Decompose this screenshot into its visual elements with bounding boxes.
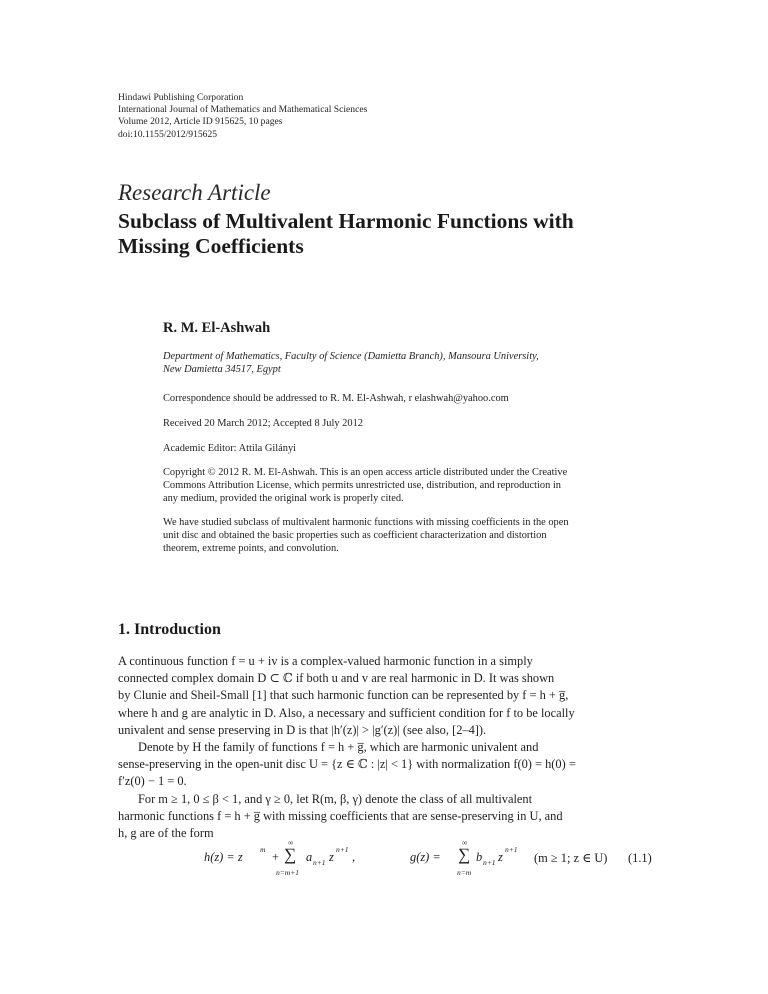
paragraph-2-line-2: sense-preserving in the open-unit disc U = {z ∈ ℂ : |z| < 1} with normalization f(0) = h(0) = xyxy=(118,757,576,772)
author: R. M. El-Ashwah xyxy=(163,320,271,336)
copyright xyxy=(163,466,673,505)
paragraph-2-line-1: Denote by H the family of functions f = h + g̅, which are harmonic univalent and xyxy=(138,740,539,755)
paragraph-1-line-2: connected complex domain D ⊂ ℂ if both u and v are real harmonic in D. It was shown xyxy=(118,671,555,686)
abstract-line-3: theorem, extreme points, and convolution. xyxy=(163,543,339,554)
paragraph-2-line-3: f′z(0) − 1 = 0. xyxy=(118,774,187,789)
h-z-exponent: n+1 xyxy=(336,845,349,854)
academic-editor-text: Academic Editor: Attila Gilányi xyxy=(163,443,297,454)
correspondence xyxy=(163,392,663,405)
title-line-1: Subclass of Multivalent Harmonic Functions with xyxy=(118,209,574,233)
h-exponent: m xyxy=(260,845,266,854)
h-sum-lower: n=m+1 xyxy=(276,868,300,877)
abstract xyxy=(163,516,673,555)
abstract-line-1: We have studied subclass of multivalent harmonic functions with missing coefficients in the open xyxy=(163,517,569,528)
h-sum-upper: ∞ xyxy=(288,838,294,847)
copyright-line-3: any medium, provided the original work is properly cited. xyxy=(163,493,404,504)
g-coefficient: b xyxy=(476,850,483,864)
paragraph-3-line-3: h, g are of the form xyxy=(118,826,214,841)
publisher: Hindawi Publishing Corporation xyxy=(118,92,244,103)
journal-name: International Journal of Mathematics and Mathematical Sciences xyxy=(118,104,368,116)
affiliation xyxy=(163,350,663,376)
volume-info: Volume 2012, Article ID 915625, 10 pages xyxy=(118,116,283,128)
h-sum-sign: ∑ xyxy=(284,845,297,864)
equation-1-1 xyxy=(204,838,674,878)
title-line-2: Missing Coefficients xyxy=(118,234,304,258)
paragraph-1-line-3: by Clunie and Sheil-Small [1] that such harmonic function can be represented by f = h + g̅, xyxy=(118,688,569,703)
received-dates xyxy=(163,417,663,430)
copyright-line-1: Copyright © 2012 R. M. El-Ashwah. This is an open access article distributed under the Creative xyxy=(163,467,568,478)
doi: doi:10.1155/2012/915625 xyxy=(118,128,218,140)
h-comma: , xyxy=(352,850,356,864)
academic-editor xyxy=(163,442,663,455)
equation-number: (1.1) xyxy=(628,851,652,865)
g-z-exponent: n+1 xyxy=(505,845,518,854)
h-z: z xyxy=(329,850,334,864)
g-sum-lower: n=m xyxy=(457,868,472,877)
g-sum-upper: ∞ xyxy=(462,838,468,847)
h-coefficient: a xyxy=(306,850,313,864)
paragraph-1-line-5: univalent and sense preserving in D is that |h′(z)| > |g′(z)| (see also, [2–4]). xyxy=(118,722,487,737)
g-lhs: g(z) = xyxy=(410,850,441,864)
received-text: Received 20 March 2012; Accepted 8 July 2012 xyxy=(163,418,363,429)
abstract-line-2: unit disc and obtained the basic properties such as coefficient characterization and distortion xyxy=(163,530,547,541)
h-coefficient-sub: n+1 xyxy=(313,858,326,867)
body-text xyxy=(118,653,663,842)
article-type: Research Article xyxy=(118,180,271,205)
h-plus: + xyxy=(272,850,279,864)
paragraph-3-line-2: harmonic functions f = h + g̅ with missing coefficients that are sense-preserving in U, and xyxy=(118,808,563,823)
h-lhs: h(z) = z xyxy=(204,850,243,864)
g-z: z xyxy=(498,850,503,864)
paper-title xyxy=(118,209,698,259)
paragraph-1-line-1: A continuous function f = u + iv is a complex-valued harmonic function in a simply xyxy=(118,654,533,668)
paragraph-1-line-4: where h and g are analytic in D. Also, a necessary and sufficient condition for f to be locally xyxy=(118,705,575,720)
paragraph-3-line-1: For m ≥ 1, 0 ≤ β < 1, and γ ≥ 0, let R(m, β, γ) denote the class of all multivalent xyxy=(138,791,533,806)
affiliation-line-2: New Damietta 34517, Egypt xyxy=(163,364,281,375)
g-coefficient-sub: n+1 xyxy=(483,858,496,867)
formula-condition: (m ≥ 1; z ∈ U) xyxy=(534,851,608,865)
g-sum-sign: ∑ xyxy=(458,845,471,864)
affiliation-line-1: Department of Mathematics, Faculty of Science (Damietta Branch), Mansoura University, xyxy=(163,351,539,362)
journal-header xyxy=(118,92,678,141)
copyright-line-2: Commons Attribution License, which permits unrestricted use, distribution, and reproduction in xyxy=(163,480,561,491)
section-title: 1. Introduction xyxy=(118,621,221,638)
correspondence-text: Correspondence should be addressed to R. M. El-Ashwah, r elashwah@yahoo.com xyxy=(163,393,509,404)
